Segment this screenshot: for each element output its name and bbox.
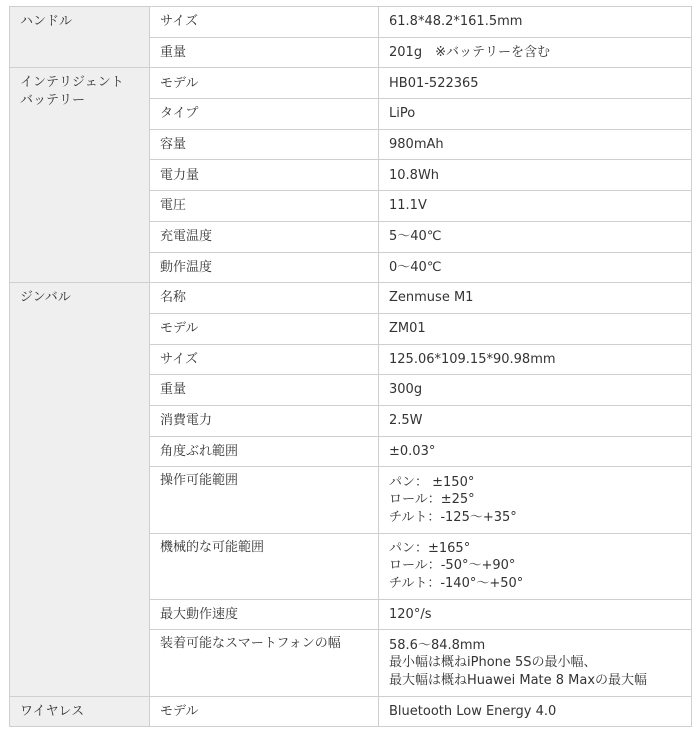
spec-name: モデル (150, 313, 379, 344)
spec-table (9, 6, 692, 727)
spec-value (379, 405, 692, 436)
spec-value (379, 630, 692, 696)
spec-name: 動作温度 (150, 252, 379, 283)
spec-value (379, 696, 692, 727)
category-cell (10, 68, 150, 283)
spec-value (379, 252, 692, 283)
spec-value (379, 467, 692, 533)
spec-name: サイズ (150, 344, 379, 375)
spec-value-line: チルト：-125～+35° (389, 509, 517, 525)
spec-name: 容量 (150, 129, 379, 160)
spec-value-line: 5～40℃ (389, 228, 442, 244)
spec-value (379, 99, 692, 130)
spec-value (379, 344, 692, 375)
spec-name: 重量 (150, 375, 379, 406)
spec-value-line: ±0.03° (389, 443, 436, 459)
spec-row (10, 68, 692, 99)
spec-value-line: HB01-522365 (389, 75, 479, 91)
category-label: ハンドル (20, 14, 73, 29)
spec-value-line: パン： ±150° (389, 474, 475, 490)
spec-name: 最大動作速度 (150, 599, 379, 630)
spec-value (379, 129, 692, 160)
category-label: インテリジェント (20, 75, 124, 91)
spec-value-line: 0～40℃ (389, 259, 442, 275)
spec-value-line: ロール：±25° (389, 492, 475, 508)
spec-row (10, 283, 692, 314)
category-label: バッテリー (20, 92, 86, 108)
spec-name: 充電温度 (150, 221, 379, 252)
spec-name: 電力量 (150, 160, 379, 191)
spec-value-line: 980mAh (389, 136, 444, 152)
spec-value (379, 7, 692, 38)
spec-value-line: 2.5W (389, 413, 423, 429)
spec-value-line: 58.6～84.8mm (389, 637, 486, 653)
spec-value-line: 最小幅は概ねiPhone 5Sの最小幅、 (389, 655, 597, 671)
spec-value-line: Bluetooth Low Energy 4.0 (389, 703, 557, 719)
spec-name: モデル (150, 696, 379, 727)
spec-name: 角度ぶれ範囲 (150, 436, 379, 467)
spec-name: タイプ (150, 99, 379, 130)
spec-name: 名称 (150, 283, 379, 314)
spec-value (379, 375, 692, 406)
category-cell (10, 7, 150, 68)
spec-value-line: Zenmuse M1 (389, 290, 474, 306)
spec-name: モデル (150, 68, 379, 99)
spec-value-line: 61.8*48.2*161.5mm (389, 14, 523, 30)
spec-value (379, 191, 692, 222)
spec-value-line: 300g (389, 382, 423, 398)
spec-value (379, 221, 692, 252)
spec-name: 装着可能なスマートフォンの幅 (150, 630, 379, 696)
spec-name: サイズ (150, 7, 379, 38)
spec-name: 機械的な可能範囲 (150, 533, 379, 599)
spec-value (379, 68, 692, 99)
spec-value-line: 201g ※バッテリーを含む (389, 44, 550, 60)
spec-value (379, 436, 692, 467)
spec-value-line: パン：±165° (389, 540, 471, 556)
category-cell (10, 696, 150, 727)
spec-name: 重量 (150, 37, 379, 68)
spec-value (379, 313, 692, 344)
spec-value-line: 11.1V (389, 198, 427, 214)
spec-value (379, 160, 692, 191)
spec-row (10, 7, 692, 38)
spec-value-line: LiPo (389, 106, 416, 122)
spec-value-line: 125.06*109.15*90.98mm (389, 351, 556, 367)
spec-value (379, 599, 692, 630)
spec-value (379, 283, 692, 314)
category-label: ワイヤレス (20, 703, 85, 719)
spec-name: 操作可能範囲 (150, 467, 379, 533)
spec-value-line: 10.8Wh (389, 167, 440, 183)
spec-value-line: 120°/s (389, 606, 432, 622)
category-label: ジンバル (20, 290, 71, 306)
spec-name: 電圧 (150, 191, 379, 222)
spec-value-line: 最大幅は概ねHuawei Mate 8 Maxの最大幅 (389, 672, 648, 688)
spec-name: 消費電力 (150, 405, 379, 436)
spec-table-body (10, 7, 692, 727)
spec-row (10, 696, 692, 727)
category-cell (10, 283, 150, 696)
spec-value-line: チルト：-140°～+50° (389, 575, 524, 591)
spec-value (379, 533, 692, 599)
spec-value-line: ロール：-50°～+90° (389, 558, 516, 574)
spec-value (379, 37, 692, 68)
spec-value-line: ZM01 (389, 321, 426, 337)
